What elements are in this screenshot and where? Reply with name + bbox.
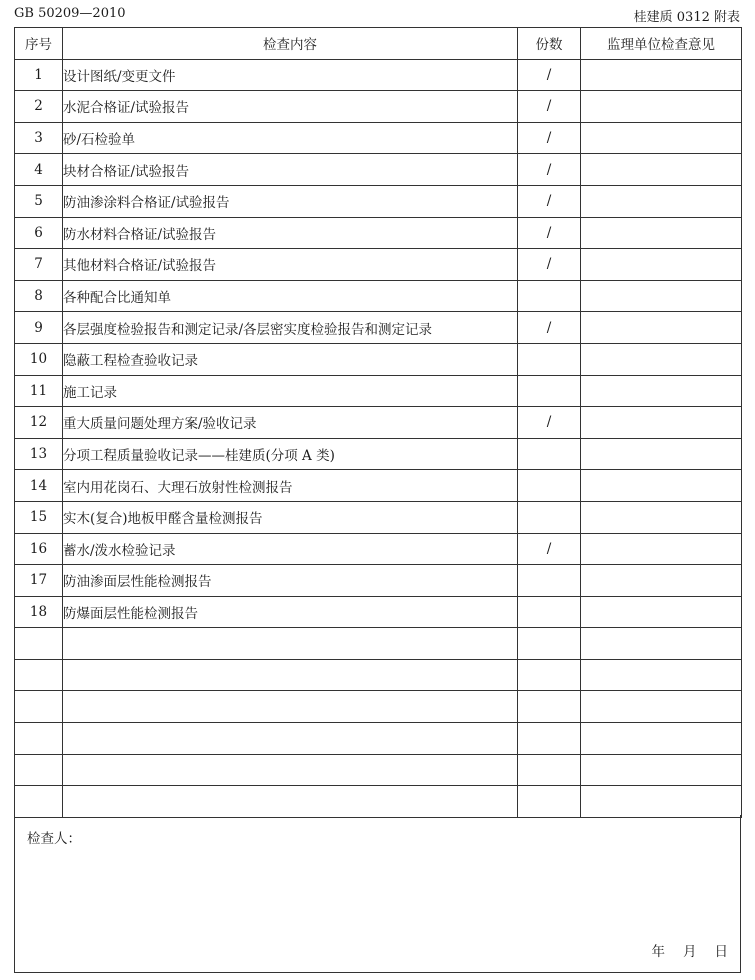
inspection-item-cell: 室内用花岗石、大理石放射性检测报告	[63, 470, 518, 502]
copies-cell: /	[518, 91, 581, 123]
table-row	[15, 217, 742, 249]
table-body	[15, 59, 742, 817]
row-number-cell: 14	[15, 470, 63, 502]
supervisor-opinion-cell	[581, 628, 742, 660]
table-row	[15, 723, 742, 755]
row-number-cell: 10	[15, 343, 63, 375]
row-number-cell	[15, 754, 63, 786]
table-row	[15, 312, 742, 344]
copies-cell: /	[518, 312, 581, 344]
table-row	[15, 438, 742, 470]
table-row	[15, 154, 742, 186]
inspection-item-cell	[63, 723, 518, 755]
supervisor-opinion-cell	[581, 691, 742, 723]
row-number-cell: 12	[15, 407, 63, 439]
row-number-cell: 3	[15, 122, 63, 154]
standard-code: GB 50209—2010	[14, 6, 126, 21]
table-row	[15, 91, 742, 123]
row-number-cell	[15, 628, 63, 660]
copies-cell: /	[518, 59, 581, 91]
row-number-cell: 13	[15, 438, 63, 470]
table-row	[15, 470, 742, 502]
copies-cell	[518, 280, 581, 312]
column-header-item: 检查内容	[63, 28, 518, 60]
row-number-cell: 9	[15, 312, 63, 344]
supervisor-opinion-cell	[581, 154, 742, 186]
row-number-cell: 7	[15, 249, 63, 281]
copies-cell	[518, 565, 581, 597]
column-header-no: 序号	[15, 28, 63, 60]
inspection-item-cell: 块材合格证/试验报告	[63, 154, 518, 186]
copies-cell	[518, 375, 581, 407]
copies-cell	[518, 628, 581, 660]
table-row	[15, 59, 742, 91]
row-number-cell: 18	[15, 596, 63, 628]
supervisor-opinion-cell	[581, 185, 742, 217]
inspection-item-cell	[63, 628, 518, 660]
inspection-item-cell: 实木(复合)地板甲醛含量检测报告	[63, 501, 518, 533]
copies-cell	[518, 659, 581, 691]
date-line	[634, 940, 729, 960]
row-number-cell	[15, 786, 63, 818]
row-number-cell	[15, 691, 63, 723]
inspection-item-cell: 防油渗面层性能检测报告	[63, 565, 518, 597]
copies-cell	[518, 723, 581, 755]
supervisor-opinion-cell	[581, 438, 742, 470]
copies-cell: /	[518, 185, 581, 217]
table-row	[15, 407, 742, 439]
inspection-table	[14, 27, 742, 818]
row-number-cell: 8	[15, 280, 63, 312]
table-row	[15, 375, 742, 407]
supervisor-opinion-cell	[581, 596, 742, 628]
inspection-item-cell: 隐蔽工程检查验收记录	[63, 343, 518, 375]
page-header	[14, 4, 740, 24]
supervisor-opinion-cell	[581, 343, 742, 375]
table-row	[15, 501, 742, 533]
inspection-item-cell	[63, 659, 518, 691]
inspector-signature-box	[14, 815, 741, 973]
supervisor-opinion-cell	[581, 565, 742, 597]
copies-cell	[518, 343, 581, 375]
table-row	[15, 280, 742, 312]
table-row	[15, 565, 742, 597]
copies-cell	[518, 754, 581, 786]
supervisor-opinion-cell	[581, 533, 742, 565]
copies-cell: /	[518, 407, 581, 439]
row-number-cell: 1	[15, 59, 63, 91]
copies-cell	[518, 438, 581, 470]
inspection-item-cell: 重大质量问题处理方案/验收记录	[63, 407, 518, 439]
inspection-item-cell	[63, 691, 518, 723]
supervisor-opinion-cell	[581, 723, 742, 755]
form-code: 桂建质 0312 附表	[633, 10, 740, 25]
inspector-label: 检查人：	[27, 831, 81, 847]
inspection-item-cell: 防水材料合格证/试验报告	[63, 217, 518, 249]
supervisor-opinion-cell	[581, 280, 742, 312]
inspection-item-cell: 设计图纸/变更文件	[63, 59, 518, 91]
table-row	[15, 122, 742, 154]
column-header-opinion: 监理单位检查意见	[581, 28, 742, 60]
inspection-item-cell: 施工记录	[63, 375, 518, 407]
table-row	[15, 691, 742, 723]
inspection-item-cell	[63, 754, 518, 786]
supervisor-opinion-cell	[581, 470, 742, 502]
table-row	[15, 343, 742, 375]
inspection-item-cell	[63, 786, 518, 818]
inspection-item-cell: 防油渗涂料合格证/试验报告	[63, 185, 518, 217]
inspection-item-cell: 各种配合比通知单	[63, 280, 518, 312]
supervisor-opinion-cell	[581, 91, 742, 123]
row-number-cell: 15	[15, 501, 63, 533]
table-header-row	[15, 28, 742, 60]
table-row	[15, 533, 742, 565]
inspection-item-cell: 砂/石检验单	[63, 122, 518, 154]
inspection-item-cell: 防爆面层性能检测报告	[63, 596, 518, 628]
supervisor-opinion-cell	[581, 375, 742, 407]
copies-cell	[518, 596, 581, 628]
supervisor-opinion-cell	[581, 407, 742, 439]
copies-cell	[518, 786, 581, 818]
month-label: 月	[683, 944, 697, 960]
supervisor-opinion-cell	[581, 754, 742, 786]
supervisor-opinion-cell	[581, 312, 742, 344]
supervisor-opinion-cell	[581, 659, 742, 691]
copies-cell: /	[518, 122, 581, 154]
copies-cell	[518, 470, 581, 502]
copies-cell: /	[518, 533, 581, 565]
supervisor-opinion-cell	[581, 786, 742, 818]
row-number-cell	[15, 659, 63, 691]
inspection-item-cell: 蓄水/泼水检验记录	[63, 533, 518, 565]
copies-cell	[518, 501, 581, 533]
row-number-cell: 17	[15, 565, 63, 597]
inspection-item-cell: 其他材料合格证/试验报告	[63, 249, 518, 281]
inspection-item-cell: 分项工程质量验收记录——桂建质(分项 A 类)	[63, 438, 518, 470]
copies-cell: /	[518, 249, 581, 281]
row-number-cell	[15, 723, 63, 755]
supervisor-opinion-cell	[581, 59, 742, 91]
copies-cell: /	[518, 217, 581, 249]
table-row	[15, 249, 742, 281]
table-row	[15, 659, 742, 691]
row-number-cell: 2	[15, 91, 63, 123]
row-number-cell: 4	[15, 154, 63, 186]
row-number-cell: 16	[15, 533, 63, 565]
row-number-cell: 5	[15, 185, 63, 217]
row-number-cell: 6	[15, 217, 63, 249]
table-row	[15, 628, 742, 660]
inspection-item-cell: 各层强度检验报告和测定记录/各层密实度检验报告和测定记录	[63, 312, 518, 344]
supervisor-opinion-cell	[581, 217, 742, 249]
column-header-copies: 份数	[518, 28, 581, 60]
inspection-item-cell: 水泥合格证/试验报告	[63, 91, 518, 123]
copies-cell: /	[518, 154, 581, 186]
table-row	[15, 185, 742, 217]
day-label: 日	[714, 944, 728, 960]
supervisor-opinion-cell	[581, 501, 742, 533]
supervisor-opinion-cell	[581, 122, 742, 154]
table-row	[15, 786, 742, 818]
row-number-cell: 11	[15, 375, 63, 407]
supervisor-opinion-cell	[581, 249, 742, 281]
copies-cell	[518, 691, 581, 723]
table-row	[15, 596, 742, 628]
year-label: 年	[651, 944, 665, 960]
table-row	[15, 754, 742, 786]
